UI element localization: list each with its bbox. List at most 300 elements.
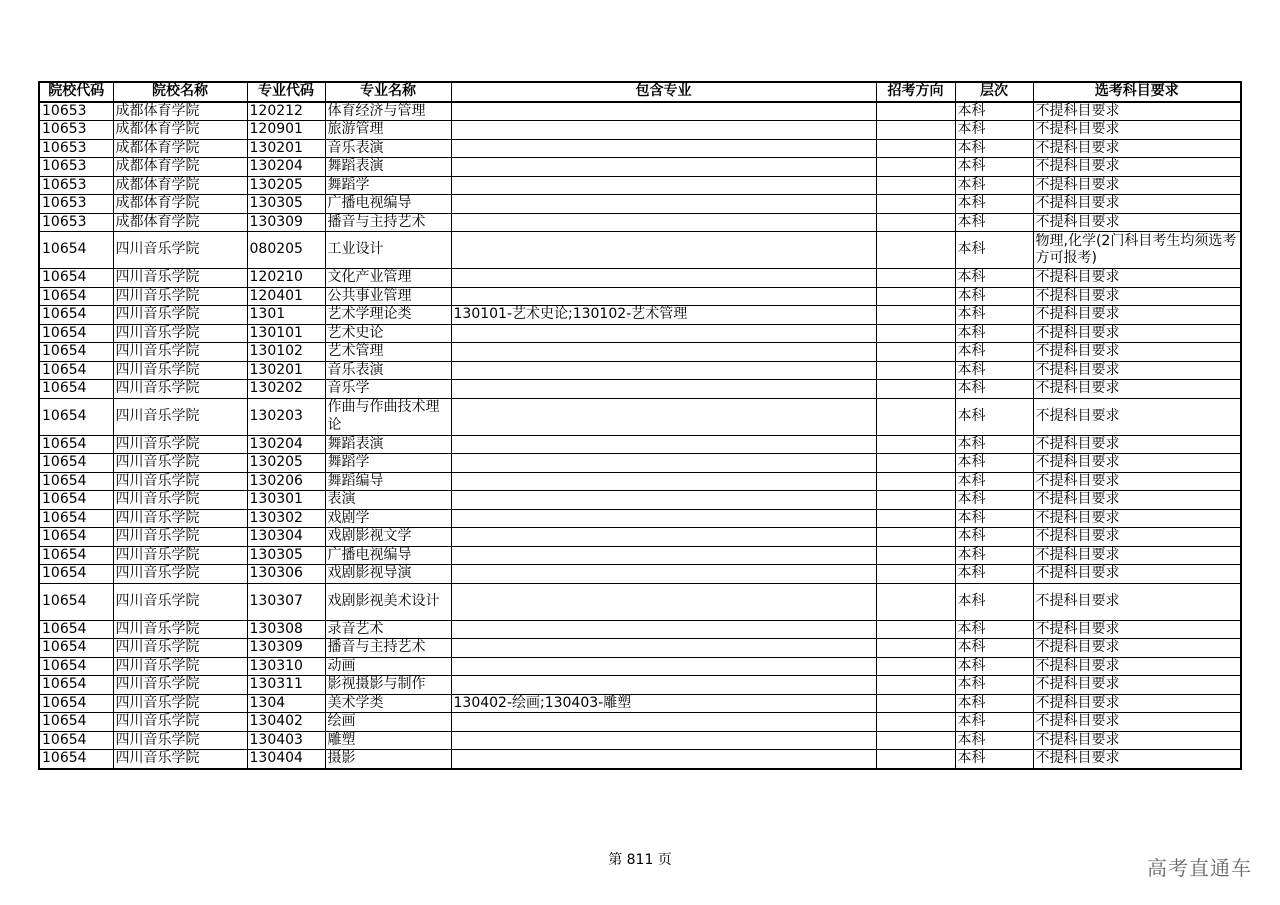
major-name-cell: 文化产业管理 xyxy=(325,269,451,288)
included-majors-cell xyxy=(451,232,876,269)
table-row xyxy=(39,213,1241,232)
major-code-cell: 130309 xyxy=(247,213,325,232)
school-code-cell: 10653 xyxy=(39,121,113,140)
subject-requirement-cell: 不提科目要求 xyxy=(1033,713,1241,732)
major-name-cell: 戏剧影视导演 xyxy=(325,565,451,584)
admission-table xyxy=(38,81,1242,770)
table-row xyxy=(39,509,1241,528)
school-code-cell: 10654 xyxy=(39,398,113,435)
level-cell: 本科 xyxy=(955,158,1033,177)
table-row xyxy=(39,176,1241,195)
table-row xyxy=(39,546,1241,565)
subject-requirement-cell: 不提科目要求 xyxy=(1033,102,1241,121)
school-name-cell: 四川音乐学院 xyxy=(113,361,247,380)
subject-requirement-cell: 不提科目要求 xyxy=(1033,583,1241,620)
level-cell: 本科 xyxy=(955,639,1033,658)
table-row xyxy=(39,713,1241,732)
major-code-cell: 130309 xyxy=(247,639,325,658)
school-name-cell: 四川音乐学院 xyxy=(113,454,247,473)
included-majors-cell xyxy=(451,657,876,676)
major-name-cell: 舞蹈表演 xyxy=(325,435,451,454)
included-majors-cell xyxy=(451,213,876,232)
direction-cell xyxy=(876,713,955,732)
table-row xyxy=(39,694,1241,713)
major-name-cell: 广播电视编导 xyxy=(325,546,451,565)
major-name-cell: 戏剧学 xyxy=(325,509,451,528)
school-name-cell: 成都体育学院 xyxy=(113,158,247,177)
major-name-cell: 广播电视编导 xyxy=(325,195,451,214)
included-majors-cell xyxy=(451,435,876,454)
direction-cell xyxy=(876,102,955,121)
major-name-cell: 音乐表演 xyxy=(325,139,451,158)
school-code-cell: 10654 xyxy=(39,269,113,288)
school-name-cell: 四川音乐学院 xyxy=(113,491,247,510)
school-code-cell: 10654 xyxy=(39,657,113,676)
table-row xyxy=(39,750,1241,769)
major-name-cell: 舞蹈学 xyxy=(325,454,451,473)
direction-cell xyxy=(876,731,955,750)
school-code-cell: 10654 xyxy=(39,676,113,695)
major-name-cell: 工业设计 xyxy=(325,232,451,269)
subject-requirement-cell: 不提科目要求 xyxy=(1033,398,1241,435)
school-code-cell: 10653 xyxy=(39,102,113,121)
direction-cell xyxy=(876,435,955,454)
major-name-cell: 舞蹈编导 xyxy=(325,472,451,491)
subject-requirement-cell: 不提科目要求 xyxy=(1033,491,1241,510)
table-row xyxy=(39,139,1241,158)
subject-requirement-cell: 不提科目要求 xyxy=(1033,176,1241,195)
major-name-cell: 旅游管理 xyxy=(325,121,451,140)
direction-cell xyxy=(876,269,955,288)
included-majors-cell xyxy=(451,380,876,399)
table-header xyxy=(39,82,1241,102)
school-name-cell: 四川音乐学院 xyxy=(113,620,247,639)
major-code-cell: 130306 xyxy=(247,565,325,584)
major-code-cell: 130204 xyxy=(247,158,325,177)
major-name-cell: 舞蹈表演 xyxy=(325,158,451,177)
subject-requirement-cell: 不提科目要求 xyxy=(1033,472,1241,491)
school-name-cell: 四川音乐学院 xyxy=(113,472,247,491)
school-name-cell: 成都体育学院 xyxy=(113,195,247,214)
subject-requirement-cell: 不提科目要求 xyxy=(1033,324,1241,343)
major-code-cell: 130102 xyxy=(247,343,325,362)
subject-requirement-cell: 不提科目要求 xyxy=(1033,269,1241,288)
direction-cell xyxy=(876,491,955,510)
major-name-cell: 艺术学理论类 xyxy=(325,306,451,325)
table-body xyxy=(39,102,1241,769)
school-code-cell: 10654 xyxy=(39,694,113,713)
direction-cell xyxy=(876,509,955,528)
school-name-cell: 四川音乐学院 xyxy=(113,713,247,732)
included-majors-cell xyxy=(451,472,876,491)
school-name-cell: 四川音乐学院 xyxy=(113,398,247,435)
school-name-cell: 四川音乐学院 xyxy=(113,583,247,620)
school-code-cell: 10654 xyxy=(39,324,113,343)
included-majors-cell xyxy=(451,639,876,658)
major-name-cell: 体育经济与管理 xyxy=(325,102,451,121)
included-majors-cell xyxy=(451,121,876,140)
table-row xyxy=(39,343,1241,362)
included-majors-cell xyxy=(451,509,876,528)
school-name-cell: 成都体育学院 xyxy=(113,102,247,121)
major-code-cell: 130205 xyxy=(247,176,325,195)
school-code-cell: 10653 xyxy=(39,195,113,214)
level-cell: 本科 xyxy=(955,676,1033,695)
major-name-cell: 音乐表演 xyxy=(325,361,451,380)
subject-requirement-cell: 不提科目要求 xyxy=(1033,565,1241,584)
school-code-cell: 10654 xyxy=(39,232,113,269)
school-code-cell: 10654 xyxy=(39,361,113,380)
level-cell: 本科 xyxy=(955,583,1033,620)
subject-requirement-cell: 不提科目要求 xyxy=(1033,139,1241,158)
major-code-cell: 130305 xyxy=(247,195,325,214)
school-code-cell: 10653 xyxy=(39,139,113,158)
included-majors-cell xyxy=(451,195,876,214)
level-cell: 本科 xyxy=(955,121,1033,140)
direction-cell xyxy=(876,454,955,473)
school-code-cell: 10654 xyxy=(39,750,113,769)
included-majors-cell xyxy=(451,528,876,547)
level-cell: 本科 xyxy=(955,713,1033,732)
school-code-cell: 10654 xyxy=(39,583,113,620)
table-row xyxy=(39,158,1241,177)
level-cell: 本科 xyxy=(955,102,1033,121)
direction-cell xyxy=(876,676,955,695)
major-code-cell: 120401 xyxy=(247,287,325,306)
level-cell: 本科 xyxy=(955,731,1033,750)
major-code-cell: 130204 xyxy=(247,435,325,454)
subject-requirement-cell: 不提科目要求 xyxy=(1033,694,1241,713)
major-name-cell: 动画 xyxy=(325,657,451,676)
major-name-cell: 播音与主持艺术 xyxy=(325,639,451,658)
direction-cell xyxy=(876,324,955,343)
school-code-cell: 10654 xyxy=(39,731,113,750)
included-majors-cell xyxy=(451,454,876,473)
direction-cell xyxy=(876,139,955,158)
subject-requirement-cell: 不提科目要求 xyxy=(1033,306,1241,325)
school-name-cell: 四川音乐学院 xyxy=(113,657,247,676)
major-code-cell: 080205 xyxy=(247,232,325,269)
school-code-cell: 10654 xyxy=(39,620,113,639)
level-cell: 本科 xyxy=(955,694,1033,713)
school-code-cell: 10653 xyxy=(39,158,113,177)
subject-requirement-cell: 物理,化学(2门科目考生均须选考方可报考) xyxy=(1033,232,1241,269)
level-cell: 本科 xyxy=(955,454,1033,473)
table-row xyxy=(39,435,1241,454)
school-name-cell: 四川音乐学院 xyxy=(113,639,247,658)
direction-cell xyxy=(876,472,955,491)
table-row xyxy=(39,361,1241,380)
included-majors-cell xyxy=(451,750,876,769)
school-name-cell: 四川音乐学院 xyxy=(113,509,247,528)
major-name-cell: 播音与主持艺术 xyxy=(325,213,451,232)
column-header: 专业代码 xyxy=(247,82,325,102)
subject-requirement-cell: 不提科目要求 xyxy=(1033,121,1241,140)
included-majors-cell xyxy=(451,324,876,343)
school-name-cell: 四川音乐学院 xyxy=(113,528,247,547)
school-code-cell: 10654 xyxy=(39,565,113,584)
direction-cell xyxy=(876,620,955,639)
level-cell: 本科 xyxy=(955,232,1033,269)
level-cell: 本科 xyxy=(955,176,1033,195)
table-row xyxy=(39,269,1241,288)
column-header: 专业名称 xyxy=(325,82,451,102)
direction-cell xyxy=(876,195,955,214)
table-row xyxy=(39,102,1241,121)
major-code-cell: 130201 xyxy=(247,361,325,380)
column-header: 院校名称 xyxy=(113,82,247,102)
major-code-cell: 1304 xyxy=(247,694,325,713)
level-cell: 本科 xyxy=(955,324,1033,343)
level-cell: 本科 xyxy=(955,213,1033,232)
page-number: 第 811 页 xyxy=(608,852,672,868)
level-cell: 本科 xyxy=(955,435,1033,454)
major-code-cell: 130403 xyxy=(247,731,325,750)
school-name-cell: 四川音乐学院 xyxy=(113,694,247,713)
major-name-cell: 公共事业管理 xyxy=(325,287,451,306)
major-name-cell: 戏剧影视美术设计 xyxy=(325,583,451,620)
major-name-cell: 艺术管理 xyxy=(325,343,451,362)
major-code-cell: 130311 xyxy=(247,676,325,695)
table-row xyxy=(39,731,1241,750)
major-code-cell: 130206 xyxy=(247,472,325,491)
major-name-cell: 摄影 xyxy=(325,750,451,769)
school-name-cell: 四川音乐学院 xyxy=(113,750,247,769)
school-code-cell: 10654 xyxy=(39,306,113,325)
included-majors-cell xyxy=(451,731,876,750)
level-cell: 本科 xyxy=(955,491,1033,510)
school-code-cell: 10654 xyxy=(39,509,113,528)
direction-cell xyxy=(876,528,955,547)
major-code-cell: 130203 xyxy=(247,398,325,435)
school-name-cell: 四川音乐学院 xyxy=(113,306,247,325)
direction-cell xyxy=(876,287,955,306)
table-row xyxy=(39,583,1241,620)
school-name-cell: 四川音乐学院 xyxy=(113,565,247,584)
subject-requirement-cell: 不提科目要求 xyxy=(1033,195,1241,214)
table-row xyxy=(39,491,1241,510)
table-row xyxy=(39,657,1241,676)
school-code-cell: 10654 xyxy=(39,343,113,362)
level-cell: 本科 xyxy=(955,361,1033,380)
school-code-cell: 10654 xyxy=(39,491,113,510)
major-name-cell: 表演 xyxy=(325,491,451,510)
direction-cell xyxy=(876,750,955,769)
major-name-cell: 作曲与作曲技术理论 xyxy=(325,398,451,435)
school-name-cell: 四川音乐学院 xyxy=(113,546,247,565)
level-cell: 本科 xyxy=(955,620,1033,639)
school-code-cell: 10654 xyxy=(39,639,113,658)
included-majors-cell xyxy=(451,676,876,695)
major-code-cell: 130201 xyxy=(247,139,325,158)
subject-requirement-cell: 不提科目要求 xyxy=(1033,731,1241,750)
school-code-cell: 10653 xyxy=(39,213,113,232)
table-row xyxy=(39,287,1241,306)
included-majors-cell xyxy=(451,713,876,732)
school-name-cell: 四川音乐学院 xyxy=(113,343,247,362)
school-name-cell: 成都体育学院 xyxy=(113,213,247,232)
included-majors-cell xyxy=(451,158,876,177)
table-row xyxy=(39,472,1241,491)
included-majors-cell: 130101-艺术史论;130102-艺术管理 xyxy=(451,306,876,325)
school-code-cell: 10654 xyxy=(39,380,113,399)
school-code-cell: 10654 xyxy=(39,435,113,454)
table-row xyxy=(39,306,1241,325)
major-code-cell: 130308 xyxy=(247,620,325,639)
table-row xyxy=(39,565,1241,584)
subject-requirement-cell: 不提科目要求 xyxy=(1033,639,1241,658)
subject-requirement-cell: 不提科目要求 xyxy=(1033,509,1241,528)
watermark: 高考直通车 xyxy=(1147,856,1252,880)
subject-requirement-cell: 不提科目要求 xyxy=(1033,657,1241,676)
school-name-cell: 成都体育学院 xyxy=(113,139,247,158)
included-majors-cell: 130402-绘画;130403-雕塑 xyxy=(451,694,876,713)
major-code-cell: 130301 xyxy=(247,491,325,510)
table-row xyxy=(39,195,1241,214)
major-code-cell: 130304 xyxy=(247,528,325,547)
direction-cell xyxy=(876,343,955,362)
table-row xyxy=(39,324,1241,343)
major-name-cell: 舞蹈学 xyxy=(325,176,451,195)
table-row xyxy=(39,121,1241,140)
header-row xyxy=(39,82,1241,102)
table-row xyxy=(39,454,1241,473)
included-majors-cell xyxy=(451,139,876,158)
major-code-cell: 130402 xyxy=(247,713,325,732)
major-name-cell: 美术学类 xyxy=(325,694,451,713)
level-cell: 本科 xyxy=(955,472,1033,491)
table-row xyxy=(39,398,1241,435)
column-header: 包含专业 xyxy=(451,82,876,102)
included-majors-cell xyxy=(451,583,876,620)
school-code-cell: 10654 xyxy=(39,472,113,491)
direction-cell xyxy=(876,213,955,232)
major-code-cell: 130302 xyxy=(247,509,325,528)
school-name-cell: 四川音乐学院 xyxy=(113,435,247,454)
level-cell: 本科 xyxy=(955,306,1033,325)
included-majors-cell xyxy=(451,102,876,121)
school-name-cell: 四川音乐学院 xyxy=(113,380,247,399)
subject-requirement-cell: 不提科目要求 xyxy=(1033,528,1241,547)
subject-requirement-cell: 不提科目要求 xyxy=(1033,620,1241,639)
major-code-cell: 130310 xyxy=(247,657,325,676)
included-majors-cell xyxy=(451,565,876,584)
direction-cell xyxy=(876,361,955,380)
included-majors-cell xyxy=(451,620,876,639)
school-name-cell: 四川音乐学院 xyxy=(113,269,247,288)
direction-cell xyxy=(876,306,955,325)
column-header: 院校代码 xyxy=(39,82,113,102)
table-row xyxy=(39,639,1241,658)
direction-cell xyxy=(876,176,955,195)
subject-requirement-cell: 不提科目要求 xyxy=(1033,343,1241,362)
level-cell: 本科 xyxy=(955,343,1033,362)
table-row xyxy=(39,528,1241,547)
included-majors-cell xyxy=(451,176,876,195)
school-code-cell: 10654 xyxy=(39,546,113,565)
direction-cell xyxy=(876,657,955,676)
school-code-cell: 10654 xyxy=(39,713,113,732)
major-name-cell: 雕塑 xyxy=(325,731,451,750)
included-majors-cell xyxy=(451,546,876,565)
level-cell: 本科 xyxy=(955,287,1033,306)
level-cell: 本科 xyxy=(955,139,1033,158)
level-cell: 本科 xyxy=(955,195,1033,214)
subject-requirement-cell: 不提科目要求 xyxy=(1033,454,1241,473)
school-code-cell: 10654 xyxy=(39,528,113,547)
school-name-cell: 四川音乐学院 xyxy=(113,232,247,269)
school-name-cell: 成都体育学院 xyxy=(113,176,247,195)
included-majors-cell xyxy=(451,491,876,510)
major-code-cell: 130202 xyxy=(247,380,325,399)
major-code-cell: 1301 xyxy=(247,306,325,325)
subject-requirement-cell: 不提科目要求 xyxy=(1033,158,1241,177)
school-name-cell: 四川音乐学院 xyxy=(113,287,247,306)
subject-requirement-cell: 不提科目要求 xyxy=(1033,213,1241,232)
table-row xyxy=(39,232,1241,269)
level-cell: 本科 xyxy=(955,546,1033,565)
subject-requirement-cell: 不提科目要求 xyxy=(1033,435,1241,454)
column-header: 招考方向 xyxy=(876,82,955,102)
subject-requirement-cell: 不提科目要求 xyxy=(1033,380,1241,399)
direction-cell xyxy=(876,639,955,658)
direction-cell xyxy=(876,380,955,399)
column-header: 选考科目要求 xyxy=(1033,82,1241,102)
direction-cell xyxy=(876,121,955,140)
major-code-cell: 120212 xyxy=(247,102,325,121)
school-name-cell: 成都体育学院 xyxy=(113,121,247,140)
direction-cell xyxy=(876,546,955,565)
major-code-cell: 130305 xyxy=(247,546,325,565)
subject-requirement-cell: 不提科目要求 xyxy=(1033,750,1241,769)
table-row xyxy=(39,676,1241,695)
major-name-cell: 戏剧影视文学 xyxy=(325,528,451,547)
level-cell: 本科 xyxy=(955,380,1033,399)
major-name-cell: 绘画 xyxy=(325,713,451,732)
level-cell: 本科 xyxy=(955,750,1033,769)
included-majors-cell xyxy=(451,398,876,435)
school-code-cell: 10654 xyxy=(39,454,113,473)
major-code-cell: 130205 xyxy=(247,454,325,473)
major-code-cell: 130307 xyxy=(247,583,325,620)
major-name-cell: 录音艺术 xyxy=(325,620,451,639)
subject-requirement-cell: 不提科目要求 xyxy=(1033,287,1241,306)
subject-requirement-cell: 不提科目要求 xyxy=(1033,546,1241,565)
included-majors-cell xyxy=(451,287,876,306)
level-cell: 本科 xyxy=(955,509,1033,528)
level-cell: 本科 xyxy=(955,269,1033,288)
major-name-cell: 影视摄影与制作 xyxy=(325,676,451,695)
level-cell: 本科 xyxy=(955,398,1033,435)
major-name-cell: 音乐学 xyxy=(325,380,451,399)
level-cell: 本科 xyxy=(955,657,1033,676)
school-name-cell: 四川音乐学院 xyxy=(113,731,247,750)
direction-cell xyxy=(876,694,955,713)
school-code-cell: 10653 xyxy=(39,176,113,195)
included-majors-cell xyxy=(451,269,876,288)
table-row xyxy=(39,620,1241,639)
column-header: 层次 xyxy=(955,82,1033,102)
subject-requirement-cell: 不提科目要求 xyxy=(1033,361,1241,380)
level-cell: 本科 xyxy=(955,565,1033,584)
major-code-cell: 130404 xyxy=(247,750,325,769)
major-name-cell: 艺术史论 xyxy=(325,324,451,343)
major-code-cell: 120210 xyxy=(247,269,325,288)
major-code-cell: 120901 xyxy=(247,121,325,140)
major-code-cell: 130101 xyxy=(247,324,325,343)
direction-cell xyxy=(876,565,955,584)
school-name-cell: 四川音乐学院 xyxy=(113,676,247,695)
